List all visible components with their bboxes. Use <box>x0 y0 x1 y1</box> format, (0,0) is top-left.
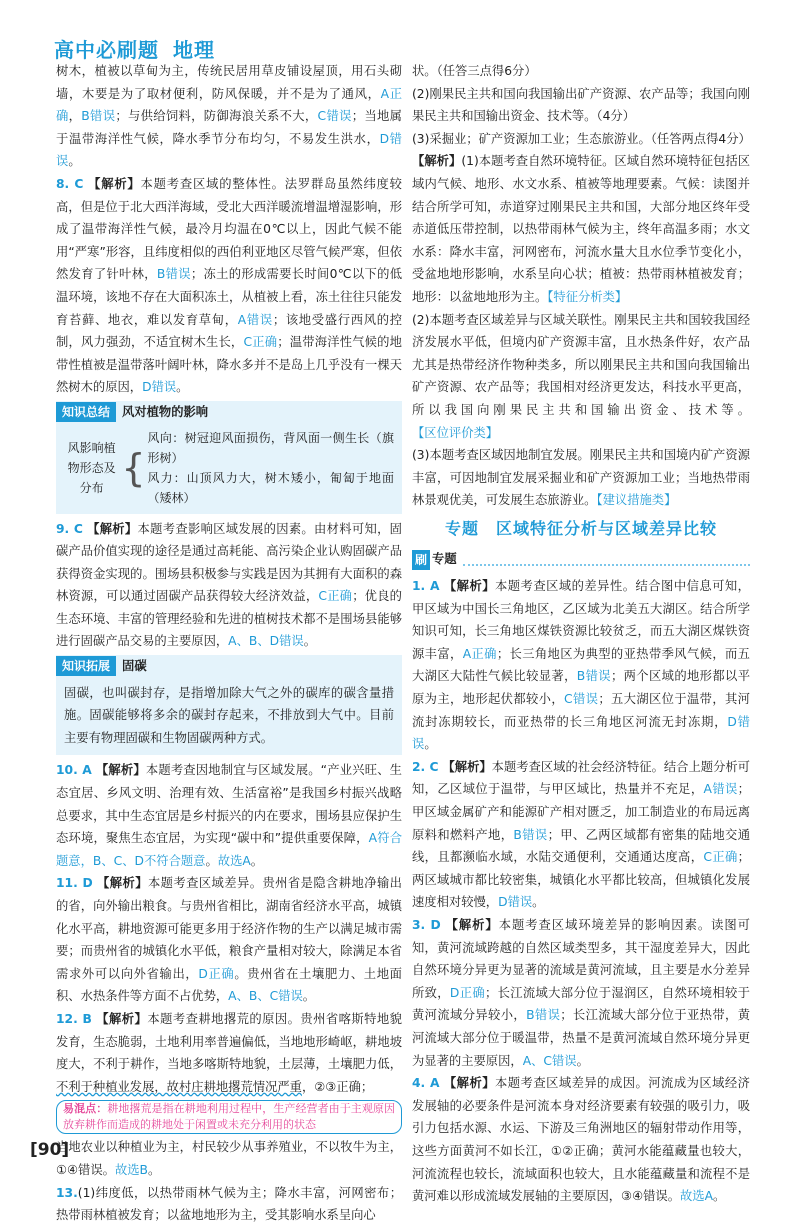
wind-effect-tree <box>64 428 394 508</box>
topic-answer-4: 4. A 【解析】本题考查区域差异的成因。河流成为区域经济发展轴的必要条件是河流本身对经济要素有较强的吸引力，吸引力包括水源、水运、下游及三角洲地区的辐射带动作用等，这些方面黄河不如长江，①②正确；黄河水能蕴藏量也较大，河流流程也较长，流域面积也较大，且水能蕴藏量和流程不是黄河难以形成流域发展轴的主要原因，③④错误。故选A。 <box>412 1076 750 1204</box>
knowledge-summary-box <box>56 401 402 514</box>
topic-answer-3: 3. D 【解析】本题考查区域环境差异的影响因素。读图可知，黄河流域跨越的自然区域类型多，其干湿度差异大，因此自然环境分异更为显著的流域是黄河流域，且主要是水分差异所致，D正确；长江流域大部分位于湿润区，自然环境相较于黄河流域分异较小，B错误；长江流域大部分位于亚热带，黄河流域大部分位于暖温带，热量不是黄河流域自然环境分异更为显著的主要原因，A、C错误。 <box>412 917 750 1068</box>
brush-label: 专题 <box>432 552 457 567</box>
book-title: 高中必刷题 <box>54 38 159 62</box>
page-number: [90] <box>30 1140 70 1160</box>
box-label: 知识拓展 <box>56 656 116 676</box>
right-column <box>412 60 750 1208</box>
tree-branch-force: 风力：山顶风力大，树木矮小，匍匐于地面（矮林） <box>147 470 394 505</box>
answer-11: 11. D 【解析】本题考查区域差异。贵州省是隐含耕地净输出的省，向外输出粮食。与贵州省相比，湖南省经济水平高，城镇化水平高，耕地资源可能更多用于经济作物的生产以满足城市需要；而贵州省的城镇化水平低，粮食产量相对较大，除满足本省需求外可以向外省输出，D正确。贵州省在土壤肥力、土地面积、水热条件等方面不占优势，A、B、C错误。 <box>56 876 402 1004</box>
box-title: 固碳 <box>122 659 147 674</box>
left-column <box>56 60 402 1227</box>
answer-13-part2: (2)刚果民主共和国向我国输出矿产资源、农产品等；我国向刚果民主共和国输出资金、技术等。（4分） <box>412 86 750 124</box>
topic-answer-2: 2. C 【解析】本题考查区域的社会经济特征。结合上题分析可知，乙区域位于温带，与甲区域比，热量并不充足，A错误；甲区域金属矿产和能源矿产相对匮乏，加工制造业的布局远离原料和燃料产地，B错误；甲、乙两区域都有密集的陆地交通线，且都濒临水域，水陆交通便利，交通通达度高，C正确；两区域城市都比较密集，城镇化水平都比较高，但城镇化发展速度相对较慢，D错误。 <box>412 759 750 910</box>
knowledge-extension-box <box>56 655 402 755</box>
dotted-divider <box>463 554 750 566</box>
box-body: 固碳，也叫碳封存，是指增加除大气之外的碳库的碳含量措施。固碳能够将多余的碳封存起来，不排放到大气中。目前主要有物理固碳和生物固碳两种方式。 <box>64 685 394 745</box>
tree-root: 风影响植物形态及分布 <box>67 440 116 495</box>
brush-topic-bar <box>412 548 750 571</box>
answer-13-cont: 状。（任答三点得6分） <box>412 64 537 78</box>
section-title: 专题 区域特征分析与区域差异比较 <box>444 518 717 538</box>
box-title: 风对植物的影响 <box>122 404 209 419</box>
answer-12-cont: 当地农业以种植业为主，村民较少从事养殖业，不以牧牛为主，①④错误。故选B。 <box>56 1140 402 1177</box>
tree-branch-direction: 风向：树冠迎风面损伤，背风面一侧生长（旗形树） <box>147 430 394 465</box>
analysis-13-1: 【解析】(1)本题考查自然环境特征。区域自然环境特征包括区域内气候、地形、水文水系、植被等地理要素。气候：读图并结合所学可知，赤道穿过刚果民主共和国，大部分地区终年受赤道低压带控制，以热带雨林气候为主，终年高温多雨；水文水系：降水丰富，河网密布，河流水量大且水位季节变化小，受盆地地形影响，水系呈向心状；植被：热带雨林植被发育；地形：以盆地地形为主。【特征分析类】 <box>412 154 750 304</box>
brush-icon: 刷 <box>412 550 430 570</box>
box-label: 知识总结 <box>56 402 116 422</box>
brace-icon: { <box>121 445 146 490</box>
left-top-paragraph: 树木，植被以草甸为主，传统民居用草皮铺设屋顶，用石头砌墙，木要是为了取材便利，防风保暖，并不是为了通风，A正确，B错误；与供给饲料，防御海浪关系不大，C错误；当地属于温带海洋性气候，降水季节分布均匀，不易发生洪水，D错误。 <box>56 64 402 169</box>
answer-9: 9. C 【解析】本题考查影响区域发展的因素。由材料可知，固碳产品价值实现的途径是通过高耗能、高污染企业认购固碳产品获得资金实现的。围场县积极参与实践是因为其拥有大面积的森林资源，可以通过固碳产品获得较大经济效益，C正确；优良的生态环境、丰富的管理经验和先进的植树技术都不是围场县能够进行固碳产品交易的主要原因，A、B、D错误。 <box>56 521 402 649</box>
answer-13: 13.(1)纬度低，以热带雨林气候为主；降水丰富，河网密布；热带雨林植被发育；以盆地地形为主，受其影响水系呈向心 <box>56 1185 402 1223</box>
topic-answer-1: 1. A 【解析】本题考查区域的差异性。结合图中信息可知，甲区域为中国长三角地区，乙区域为北美五大湖区。结合所学知识可知，长三角地区煤铁资源比较贫乏，而五大湖区煤铁资源丰富，A正确；长三角地区为典型的亚热带季风气候，而五大湖区大陆性气候比较显著，B错误；两个区域的地形都以平原为主，地形起伏都较小，C错误；五大湖区位于温带，其河流封冻期较长，而亚热带的长三角地区河流无封冻期，D错误。 <box>412 579 750 752</box>
answer-8: 8. C 【解析】本题考查区域的整体性。法罗群岛虽然纬度较高，但是位于北大西洋海域，受北大西洋暖流增温增湿影响，形成了温带海洋性气候，最冷月均温在0℃以上，因此气候不能用“严寒”形容，且纬度相似的西伯利亚地区尽管气候严寒，但依然发育了针叶林，B错误；冻土的形成需要长时间0℃以下的低温环境，该地不存在大面积冻土，从植被上看，冻土往往只能发育苔藓、地衣，难以发育草甸，A错误；该地受盛行西风的控制，风力强劲，不适宜树木生长，C正确；温带海洋性气候的地带性植被是温带落叶阔叶林，降水多并不是岛上几乎没有一棵天然树木的原因，D错误。 <box>56 176 402 395</box>
analysis-13-3: (3)本题考查区域因地制宜发展。刚果民主共和国境内矿产资源丰富，可因地制宜发展采掘业和矿产资源加工业；当地热带雨林景观优美，可发展生态旅游业。【建议措施类】 <box>412 448 750 508</box>
page-header <box>54 34 215 63</box>
answer-13-part3: (3)采掘业；矿产资源加工业；生态旅游业。（任答两点得4分） <box>412 131 751 146</box>
confusion-note: 易混点：耕地撂荒是指在耕地利用过程中，生产经营者由于主观原因放弃耕作而造成的耕地处于闲置或未充分利用的状态 <box>56 1100 402 1134</box>
answer-12: 12. B 【解析】本题考查耕地撂荒的原因。贵州省喀斯特地貌发育，生态脆弱，土地利用率普遍偏低，当地地形崎岖，耕地坡度大，不利于耕作，当地多喀斯特地貌，土层薄，土壤肥力低，不利于种植业发展，故村庄耕地撂荒情况严重，②③正确； <box>56 1011 402 1094</box>
answer-10: 10. A 【解析】本题考查因地制宜与区域发展。“产业兴旺、生态宜居、乡风文明、治理有效、生活富裕”是我国乡村振兴战略总要求，其中生态宜居是乡村振兴的内在要求，围场县应保护生态环境，聚焦生态宜居，为实现“碳中和”提供重要保障，A符合题意，B、C、D不符合题意。故选A。 <box>56 763 402 868</box>
analysis-13-2: (2)本题考查区域差异与区域关联性。刚果民主共和国较我国经济发展水平低，但境内矿产资源丰富，且水热条件好，农产品尤其是热带经济作物种类多，所以刚果民主共和国向我国输出矿产资源、农产品等；我国相对经济更发达，科技水平更高，所以我国向刚果民主共和国输出资金、技术等。【区位评价类】 <box>412 312 750 440</box>
subject-title: 地理 <box>173 38 215 62</box>
